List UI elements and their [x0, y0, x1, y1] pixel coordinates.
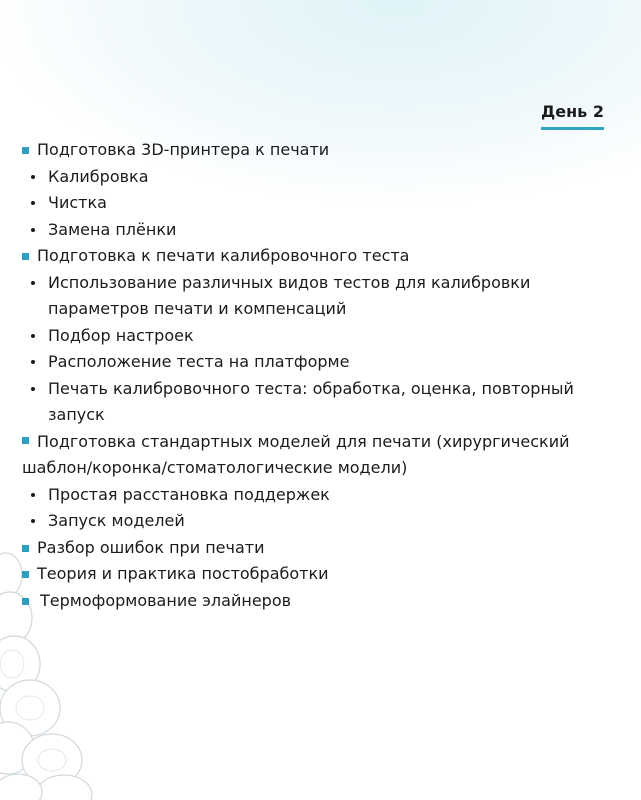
item-text: Замена плёнки [48, 219, 177, 239]
dot-bullet-icon [31, 228, 35, 232]
item-text: Подготовка к печати калибровочного теста [37, 246, 410, 265]
square-bullet-icon [22, 437, 29, 444]
dot-bullet-icon [31, 387, 35, 391]
square-bullet-icon [22, 147, 29, 154]
item-text: Подбор настроек [48, 325, 194, 345]
item-text: Калибровка [48, 166, 149, 186]
dot-bullet-icon [31, 334, 35, 338]
sub-item [22, 217, 622, 244]
dot-bullet-icon [31, 175, 35, 179]
square-bullet-icon [22, 598, 29, 605]
day-title: День 2 [541, 102, 604, 130]
item-text: Запуск моделей [48, 511, 185, 530]
section-item [22, 588, 622, 615]
dot-bullet-icon [31, 281, 35, 285]
item-text: Термоформование элайнеров [40, 590, 292, 610]
item-text: Печать калибровочного теста: обработка, оценка, повторный запуск [48, 378, 574, 424]
square-bullet-icon [22, 545, 29, 552]
item-text: Подготовка стандартных моделей для печати (хирургический шаблон/коронка/стоматологические модели) [22, 431, 570, 477]
square-bullet-icon [22, 571, 29, 578]
sub-item [22, 349, 622, 376]
sub-item [22, 376, 622, 429]
sub-item [22, 323, 622, 350]
item-text: Подготовка 3D-принтера к печати [37, 140, 330, 159]
item-text: Расположение теста на платформе [48, 352, 350, 371]
program-list [22, 137, 622, 614]
section-item [22, 429, 622, 482]
item-text: Простая расстановка поддержек [48, 484, 330, 504]
item-text: Чистка [48, 193, 107, 212]
sub-item [22, 190, 622, 217]
dot-bullet-icon [31, 519, 35, 523]
sub-item [22, 508, 622, 535]
sub-item [22, 270, 622, 323]
dot-bullet-icon [31, 201, 35, 205]
item-text: Использование различных видов тестов для калибровки параметров печати и компенсаций [48, 272, 531, 318]
sub-item [22, 482, 622, 509]
section-item [22, 535, 622, 562]
dot-bullet-icon [31, 493, 35, 497]
item-text: Разбор ошибок при печати [37, 537, 265, 557]
section-item [22, 137, 622, 164]
dot-bullet-icon [31, 360, 35, 364]
item-text: Теория и практика постобработки [37, 564, 329, 583]
square-bullet-icon [22, 253, 29, 260]
sub-item [22, 164, 622, 191]
section-item [22, 561, 622, 588]
section-item [22, 243, 622, 270]
